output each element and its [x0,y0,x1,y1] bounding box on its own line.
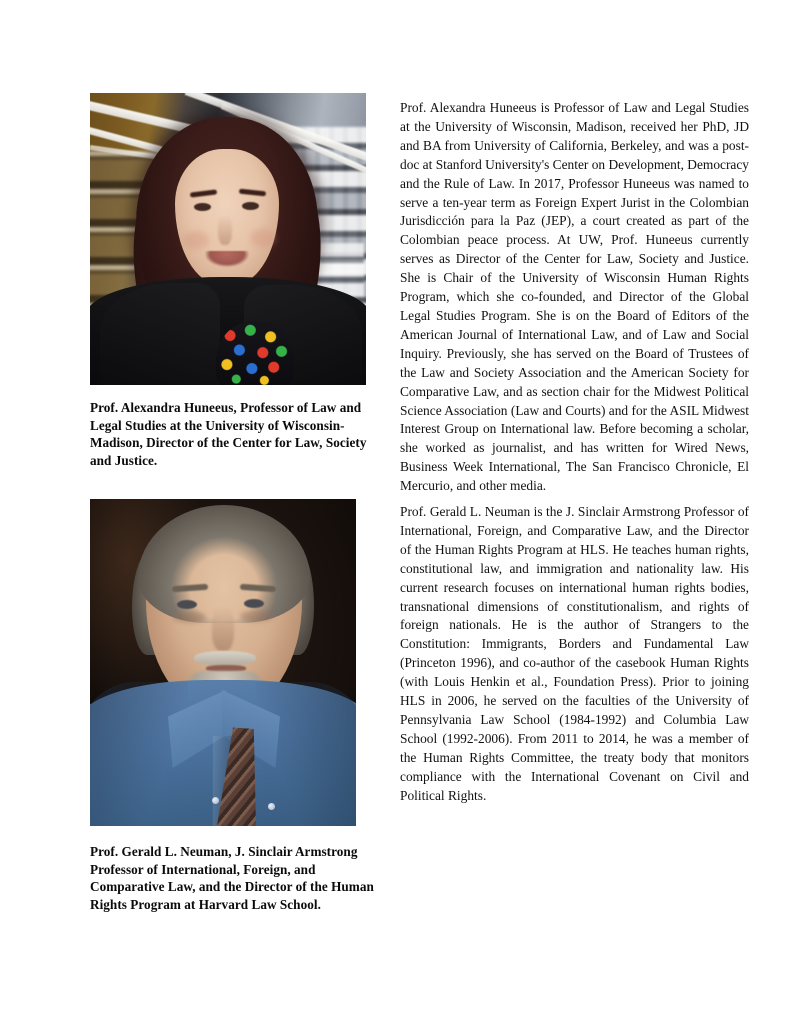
nose [218,215,232,245]
shirt-button [268,803,275,810]
biography-paragraph-huneeus: Prof. Alexandra Huneeus is Professor of Law and Legal Studies at the University of Wisconsin, Madison, received her PhD, JD and BA from University of California, Berkeley, and was a post-doc at Stanford University's Center on Development, Democracy and the Rule of Law. In 2017, Professor Huneeus was named to serve a ten-year term as Foreign Expert Jurist in the Colombian Jurisdicción para la Paz (JEP), a court created as part of the Colombian peace process. At UW, Prof. Huneeus currently serves as Director of the Center for Law, Society and Justice. She is Chair of the University of Wisconsin Human Rights Program, which she co-founded, and Director of the Global Legal Studies Program. She is on the Board of Editors of the American Journal of International Law, and of Law and Social Inquiry. Previously, she has served on the Board of Trustees of the Law and Society Association and the American Society for Comparative Law, and as section chair for the Midwest Political Science Association (Law and Courts) and for the ASIL Midwest Interest Group on International law. Before becoming a scholar, she worked as journalist, and has written for Wired News, Business Week International, The San Francisco Chronicle, El Mercurio, and other media. [400,100,749,494]
biography-paragraph-neuman: Prof. Gerald L. Neuman is the J. Sinclair Armstrong Professor of International, Foreign, and Comparative Law, and the Director of the Human Rights Program at HLS. He teaches human rights, constitutional law, and immigration and nationality law. His current research focuses on international human rights bodies, transnational dimensions of constitutionalism, and rights of foreign nationals. He is the author of Strangers to the Constitution: Immigrants, Borders and Fundamental Law (Princeton 1996), and co-author of the casebook Human Rights (with Louis Henkin et al., Foundation Press). Prior to joining HLS in 2006, he served on the faculties of the University of Pennsylvania Law School (1984-1992) and Columbia Law School (1992-2006). From 2011 to 2014, he was a member of the Human Rights Committee, the treaty body that monitors compliance with the International Covenant on Civil and Political Rights. [400,504,749,803]
under-eye-right [240,610,274,622]
photo-caption-neuman: Prof. Gerald L. Neuman, J. Sinclair Armstrong Professor of International, Foreign, and Comparative Law, and the Director of the Human Rights Program at Harvard Law School. [90,844,374,912]
cheek-right [250,229,276,247]
eye-left [177,600,197,609]
jacket-lapel-left [100,283,220,385]
nose [212,607,234,651]
under-eye-left [172,611,206,623]
portrait-image-huneeus [90,93,366,385]
eye-right [244,599,264,608]
portrait-image-neuman [90,499,356,826]
portrait-photo-huneeus [90,93,366,385]
mustache [194,651,256,665]
eye-left [194,203,211,211]
shirt-button [212,797,219,804]
photo-caption-huneeus: Prof. Alexandra Huneeus, Professor of Law and Legal Studies at the University of Wisconsin-Madison, Director of the Center for Law, Society and Justice. [90,400,367,468]
mouth-smile [205,251,249,267]
eye-right [242,202,259,210]
cheek-left [183,231,209,249]
portrait-photo-neuman [90,499,356,826]
